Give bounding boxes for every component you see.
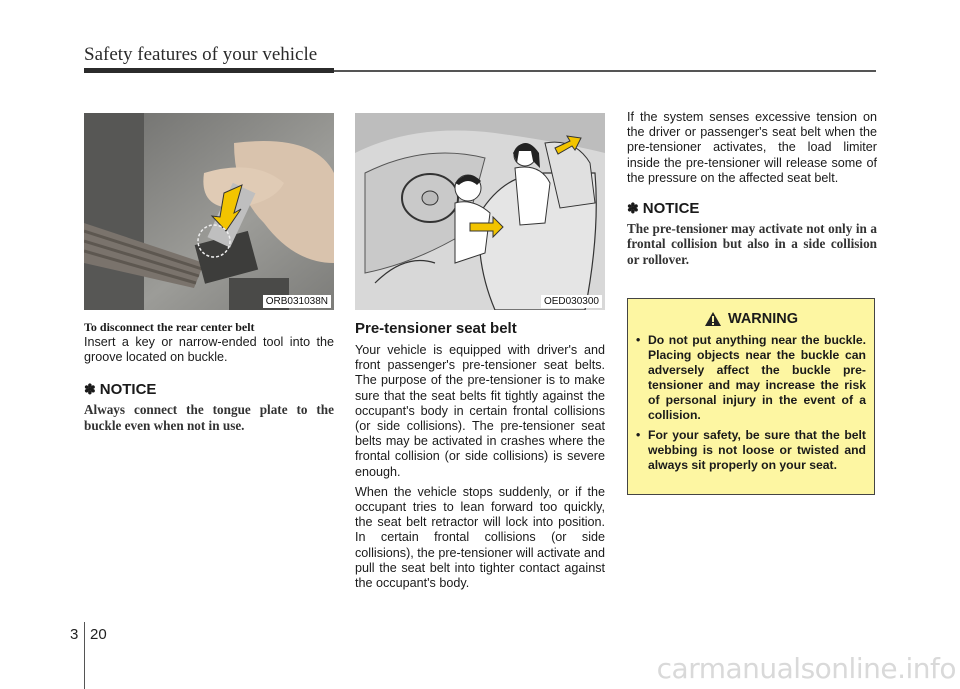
notice-star-icon: ✽ xyxy=(84,381,96,398)
warning-item: • Do not put anything near the buckle. Placing objects near the buckle can adversely affect the buckle pre-tensioner and may increase the risk of personal injury in the event of a collision. xyxy=(636,333,866,423)
load-limiter-paragraph: If the system senses excessive tension on the driver or passenger's seat belt when the pre-tensioner activates, the load limiter inside the pre-tensioner will release some of the pressure on the affected seat belt. xyxy=(627,110,877,185)
section-heading: Pre-tensioner seat belt xyxy=(355,320,517,337)
notice-star-icon: ✽ xyxy=(627,200,639,217)
page-header-title: Safety features of your vehicle xyxy=(84,44,318,65)
notice-heading-label: NOTICE xyxy=(642,200,700,218)
notice-heading xyxy=(627,200,877,217)
watermark: carmanualsonline.info xyxy=(656,652,956,685)
notice-heading xyxy=(84,381,334,398)
section-body xyxy=(355,343,605,591)
column-middle xyxy=(355,113,605,596)
notice-text: Always connect the tongue plate to the buckle even when not in use. xyxy=(84,402,334,433)
warning-box xyxy=(627,298,875,495)
paragraph: Your vehicle is equipped with driver's and front passenger's pre-tensioner seat belts. The purpose of the pre-tensioner is to make sure that the seat belts fit tightly against the occupant's body in certain frontal collisions (or side collisions). The pre-tensioner seat belts may be activated in crashes where the frontal collision (or side collisions) is severe enough. xyxy=(355,343,605,479)
photo-caption-code: ORB031038N xyxy=(263,295,331,308)
column-right xyxy=(627,110,877,267)
paragraph: When the vehicle stops suddenly, or if the occupant tries to lean forward too quickly, the seat belt retractor will lock into position. In certain frontal collisions (or side collisions), the pre-tensioner will activate and pull the seat belt into tighter contact against the occupant's body. xyxy=(355,484,605,591)
caption-text: Insert a key or narrow-ended tool into the groove located on buckle. xyxy=(84,335,334,365)
footer-rule xyxy=(84,622,85,689)
chapter-number: 3 xyxy=(70,626,79,643)
notice-heading-label: NOTICE xyxy=(99,381,157,399)
warning-triangle-icon xyxy=(704,311,722,327)
buckle-photo xyxy=(84,113,334,310)
warning-item: • For your safety, be sure that the belt webbing is not loose or twisted and always sit properly on your seat. xyxy=(636,428,866,473)
warning-list xyxy=(636,333,866,473)
header-rule-accent xyxy=(84,68,334,73)
notice-text: The pre-tensioner may activate not only in a frontal collision but also in a side collision or rollover. xyxy=(627,221,877,267)
column-left xyxy=(84,113,334,433)
caption-title: To disconnect the rear center belt xyxy=(84,320,255,334)
pretensioner-illustration xyxy=(355,113,605,310)
buckle-photo-illustration xyxy=(84,113,334,310)
photo-caption-code: OED030300 xyxy=(541,295,602,308)
car-interior-drawing xyxy=(355,113,605,310)
warning-title: WARNING xyxy=(727,311,799,327)
warning-heading xyxy=(628,311,874,327)
page-number: 20 xyxy=(90,626,107,643)
